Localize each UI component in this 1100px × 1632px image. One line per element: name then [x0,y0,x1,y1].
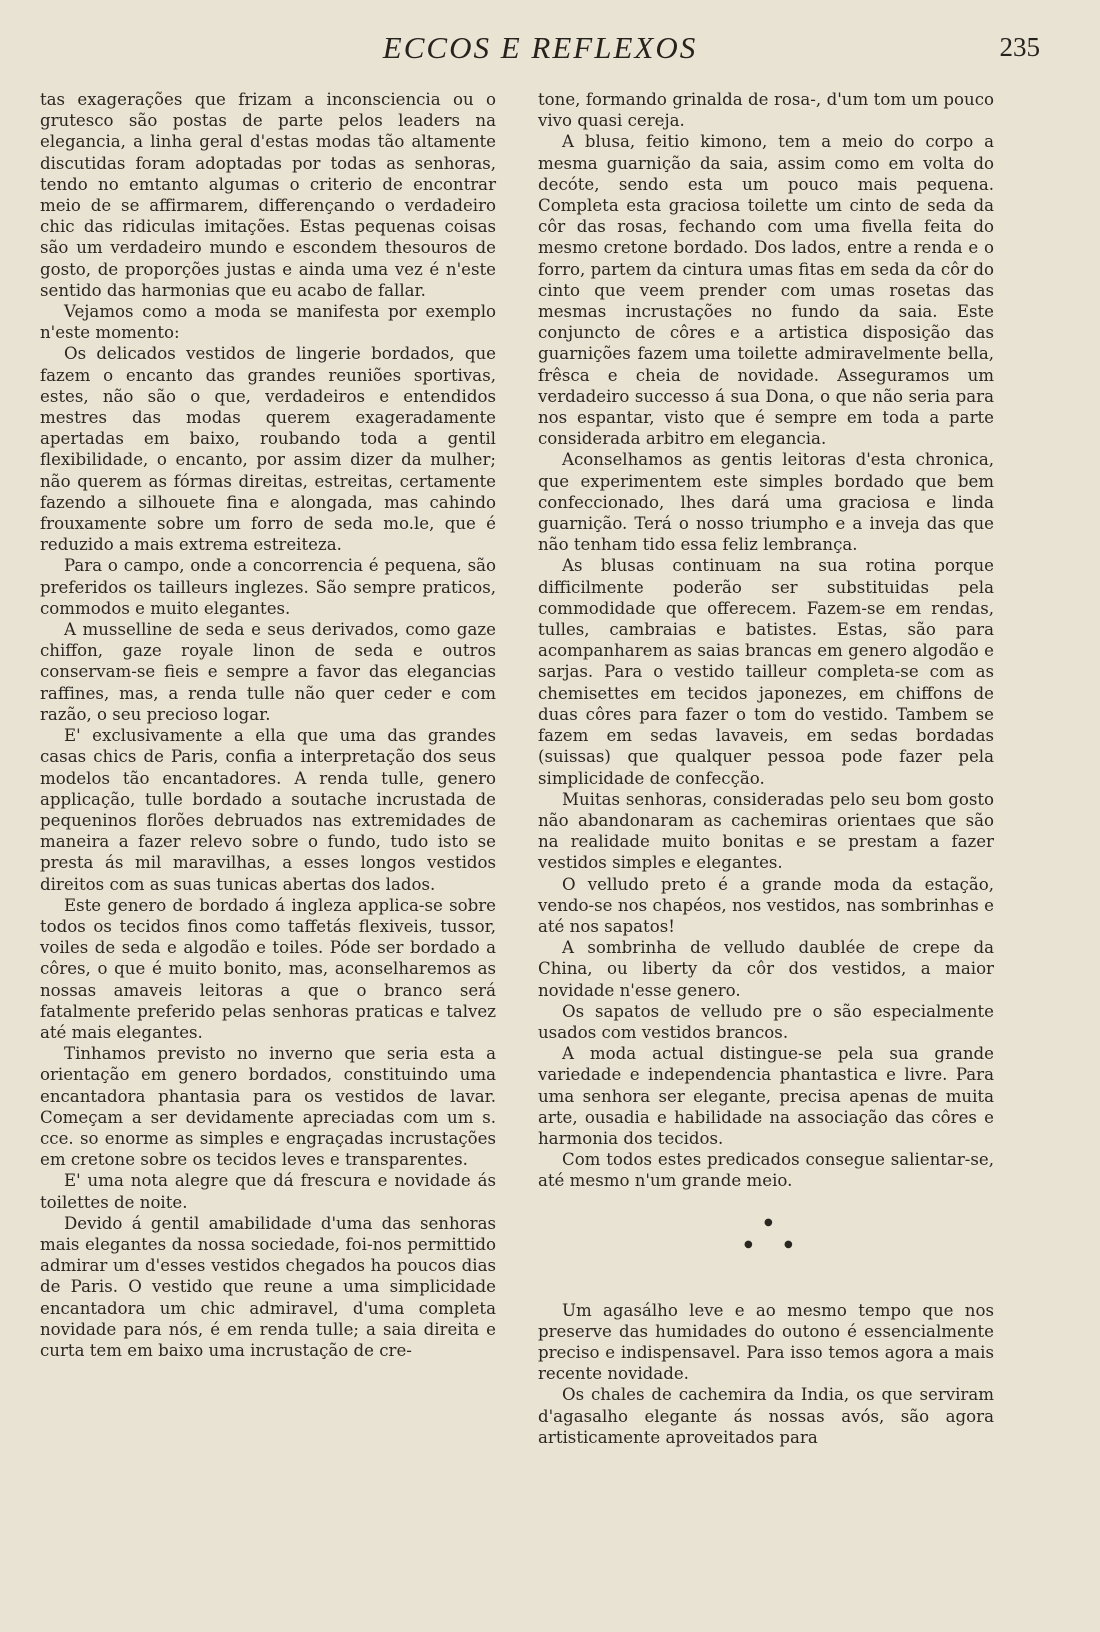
paragraph: Muitas senhoras, consideradas pelo seu bom gosto não abandonaram as cachemiras orientaes que são na realidade muito bonitas e se prestam a fazer vestidos simples e elegantes. [538,789,994,873]
paragraph: Os sapatos de velludo pre o são especialmente usados com vestidos brancos. [538,1001,994,1042]
paragraph: E' uma nota alegre que dá frescura e novidade ás toilettes de noite. [40,1171,496,1212]
left-column [40,89,496,1361]
paragraph: Os delicados vestidos de lingerie bordados, que fazem o encanto das grandes reuniões sportivas, estes, não são o que, verdadeiros e entendidos mestres das modas querem exageradamente apertadas em baixo, roubando toda a gentil flexibilidade, o encanto, por assim dizer da mulher; não querem as fórmas direitas, estreitas, certamente fazendo a silhouete fina e alongada, mas cahindo frouxamente sobre um forro de seda mo.le, que é reduzido a mais extrema estreiteza. [40,344,496,555]
paragraph: Tinhamos previsto no inverno que seria esta a orientação em genero bordados, constituindo uma encantadora phantasia para os vestidos de lavar. Começam a ser devidamente apreciadas com um s. cce. so enorme as simples e engraçadas incrustações em cretone sobre os tecidos leves e transparentes. [40,1044,496,1170]
paragraph: A musselline de seda e seus derivados, como gaze chiffon, gaze royale linon de seda e outros conservam-se fieis e sempre a favor das elegancias raffines, mas, a renda tulle não quer ceder e com razão, o seu precioso logar. [40,620,496,724]
right-column [538,89,994,1448]
page-number: 235 [999,32,1040,62]
paragraph: A moda actual distingue-se pela sua grande variedade e independencia phantastica e livre. Para uma senhora ser elegante, precisa apenas de muita arte, ousadia e habilidade na associação das côres e harmonia dos tecidos. [538,1044,994,1148]
paragraph: Um agasálho leve e ao mesmo tempo que nos preserve das humidades do outono é essencialmente preciso e indispensavel. Para isso temos agora a mais recente novidade. [538,1300,994,1384]
paragraph: tone, formando grinalda de rosa-, d'um tom um pouco vivo quasi cereja. [538,90,994,131]
paragraph: O velludo preto é a grande moda da estação, vendo-se nos chapéos, nos vestidos, nas sombrinhas e até nos sapatos! [538,874,994,936]
ornament-dot: ● [764,1216,773,1228]
paragraph: tas exagerações que frizam a inconsciencia ou o grutesco são postas de parte pelos leaders na elegancia, a linha geral d'estas modas tão altamente discutidas foram adoptadas por todas as senhoras, tendo no emtanto algumas o criterio de encontrar meio de se affirmarem, differençando o verdadeiro chic das ridiculas imitações. Estas pequenas coisas são um verdadeiro mundo e escondem thesouros de gosto, de proporções justas e ainda uma vez é n'este sentido das harmonias que eu acabo de fallar. [40,90,496,300]
paragraph: A sombrinha de velludo daublée de crepe da China, ou liberty da côr dos vestidos, a maior novidade n'esse genero. [538,938,994,1000]
ornament-dot: ● [744,1238,753,1250]
paragraph: Devido á gentil amabilidade d'uma das senhoras mais elegantes da nossa sociedade, foi-nos permittido admirar um d'esses vestidos chegados ha poucos dias de Paris. O vestido que reune a uma simplicidade encantadora um chic admiravel, d'uma completa novidade para nós, é em renda tulle; a saia direita e curta tem em baixo uma incrustação de cre- [40,1213,496,1360]
paragraph: As blusas continuam na sua rotina porque difficilmente poderão ser substituidas pela commodidade que offerecem. Fazem-se em rendas, tulles, cambraias e batistes. Estas, são para acompanharem as saias brancas em genero algodão e sarjas. Para o vestido tailleur completa-se com as chemisettes em tecidos japonezes, em chiffons de duas côres para fazer o tom do vestido. Tambem se fazem em sedas lavaveis, em sedas bordadas (suissas) que qualquer pessoa pode fazer pela simplicidade de confecção. [538,556,994,788]
page-header [40,30,1040,74]
ornament-dot: ● [784,1238,793,1250]
section-break-ornament [538,1198,994,1278]
paragraph: Com todos estes predicados consegue salientar-se, até mesmo n'um grande meio. [538,1150,994,1191]
running-title: ECCOS E REFLEXOS [382,30,698,65]
paragraph: A blusa, feitio kimono, tem a meio do corpo a mesma guarnição da saia, assim como em volta do decóte, sendo esta um pouco mais pequena. Completa esta graciosa toilette um cinto de seda da côr das rosas, fechando com uma fivella feita do mesmo cretone bordado. Dos lados, entre a renda e o forro, partem da cintura umas fitas em seda da côr do cinto que veem prender com umas rosetas das mesmas incrustações no fundo da saia. Este conjuncto de côres e a artistica disposição das guarnições fazem uma toilette admiravelmente bella, frêsca e cheia de novidade. Asseguramos um verdadeiro successo á sua Dona, o que não seria para nos espantar, visto que é sempre em toda a parte considerada arbitro em elegancia. [538,132,994,449]
paragraph: Os chales de cachemira da India, os que serviram d'agasalho elegante ás nossas avós, são agora artisticamente aproveitados para [538,1385,994,1447]
paragraph: E' exclusivamente a ella que uma das grandes casas chics de Paris, confia a interpretação dos seus modelos tão encantadores. A renda tulle, genero applicação, tulle bordado a soutache incrustada de pequeninos florões debruados nas extremidades de maneira a fazer relevo sobre o fundo, tudo isto se presta ás mil maravilhas, a esses longos vestidos direitos com as suas tunicas abertas dos lados. [40,726,496,894]
paragraph: Este genero de bordado á ingleza applica-se sobre todos os tecidos finos como taffetás flexiveis, tussor, voiles de seda e algodão e toiles. Póde ser bordado a côres, o que é muito bonito, mas, aconselharemos as nossas amaveis leitoras a que o branco será fatalmente preferido pelas senhoras praticas e talvez até mais elegantes. [40,895,496,1042]
paragraph: Aconselhamos as gentis leitoras d'esta chronica, que experimentem este simples bordado que bem confeccionado, lhes dará uma graciosa e linda guarnição. Terá o nosso triumpho e a inveja das que não tenham tido essa feliz lembrança. [538,450,994,555]
paragraph: Vejamos como a moda se manifesta por exemplo n'este momento: [40,302,496,343]
paragraph: Para o campo, onde a concorrencia é pequena, são preferidos os tailleurs inglezes. São sempre praticos, commodos e muito elegantes. [40,556,496,618]
